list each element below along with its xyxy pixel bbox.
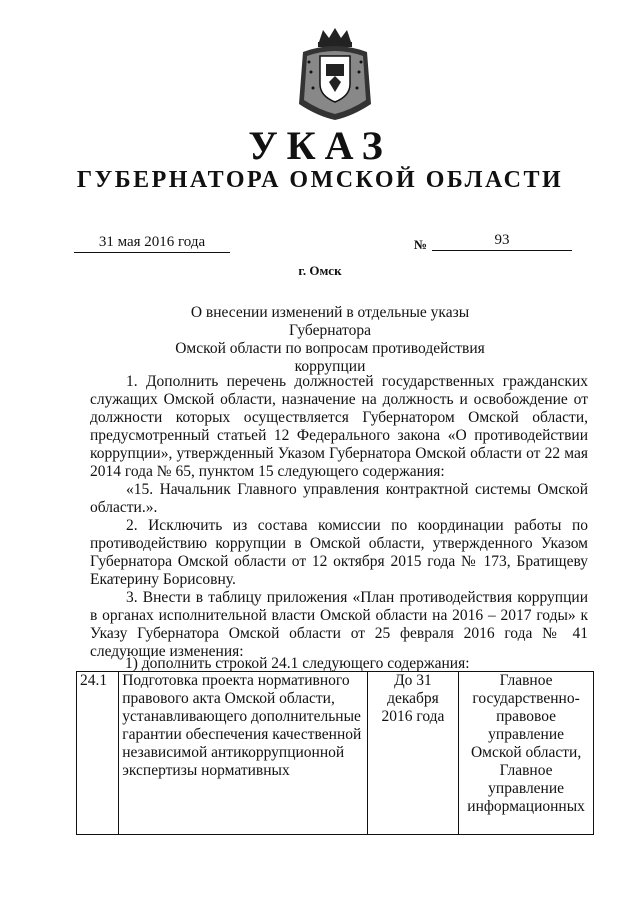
document-subtitle: ГУБЕРНАТОРА ОМСКОЙ ОБЛАСТИ — [76, 167, 564, 193]
paragraph-1: 1. Дополнить перечень должностей государственных гражданских служащих Омской области, назначение на должность и освобождение от должности которых осуществляется Губернатором Омской области, предусмотренный статьей 12 Федерального закона «О противодействии коррупции», утвержденный Указом Губернатора Омской области от 22 мая 2014 года № 65, пунктом 15 следующего содержания: — [90, 373, 588, 480]
subject-line: коррупции — [294, 358, 366, 375]
row-deadline: До 31 декабря 2016 года — [381, 672, 445, 725]
decree-date: 31 мая 2016 года — [74, 234, 230, 253]
decree-subject — [150, 304, 510, 376]
paragraph-1-quote: «15. Начальник Главного управления контрактной системы Омской области.». — [90, 481, 588, 516]
decree-number-label: № — [414, 237, 428, 252]
row-responsible: Главное государственно-правовое управление Омской области, Главное управление информационных — [467, 672, 585, 815]
plan-table — [76, 671, 594, 835]
row-deadline-cell — [367, 672, 459, 835]
row-number: 24.1 — [80, 672, 108, 689]
document-title: УКАЗ — [248, 123, 392, 168]
subject-line: Омской области по вопросам противодействия — [175, 340, 485, 357]
decree-number: 93 — [432, 232, 572, 251]
paragraph-3: 3. Внести в таблицу приложения «План противодействия коррупции в органах исполнительной власти Омской области на 2016 – 2017 годы» к Указу Губернатора Омской области от 25 февраля 2016 года № 41 следующие изменения: — [90, 589, 588, 660]
row-number-cell — [77, 672, 119, 835]
paragraph-2: 2. Исключить из состава комиссии по координации работы по противодействию коррупции в Омской области, утвержденного Указом Губернатора Омской области от 12 октября 2015 года № 173, Братищеву Екатерину Борисовну. — [90, 517, 588, 588]
row-description-cell — [119, 672, 367, 835]
coat-of-arms-icon — [293, 26, 377, 122]
amendment-intro: 1) дополнить строкой 24.1 следующего содержания: — [125, 655, 470, 672]
table-row — [77, 672, 594, 835]
decree-body — [90, 373, 588, 661]
row-responsible-cell — [459, 672, 594, 835]
row-description: Подготовка проекта нормативного правового акта Омской области, устанавливающего дополнительные гарантии обеспечения качественной независимой антикоррупционной экспертизы нормативных — [122, 672, 362, 779]
decree-city: г. Омск — [298, 263, 342, 278]
subject-line: О внесении изменений в отдельные указы Губернатора — [190, 304, 470, 339]
